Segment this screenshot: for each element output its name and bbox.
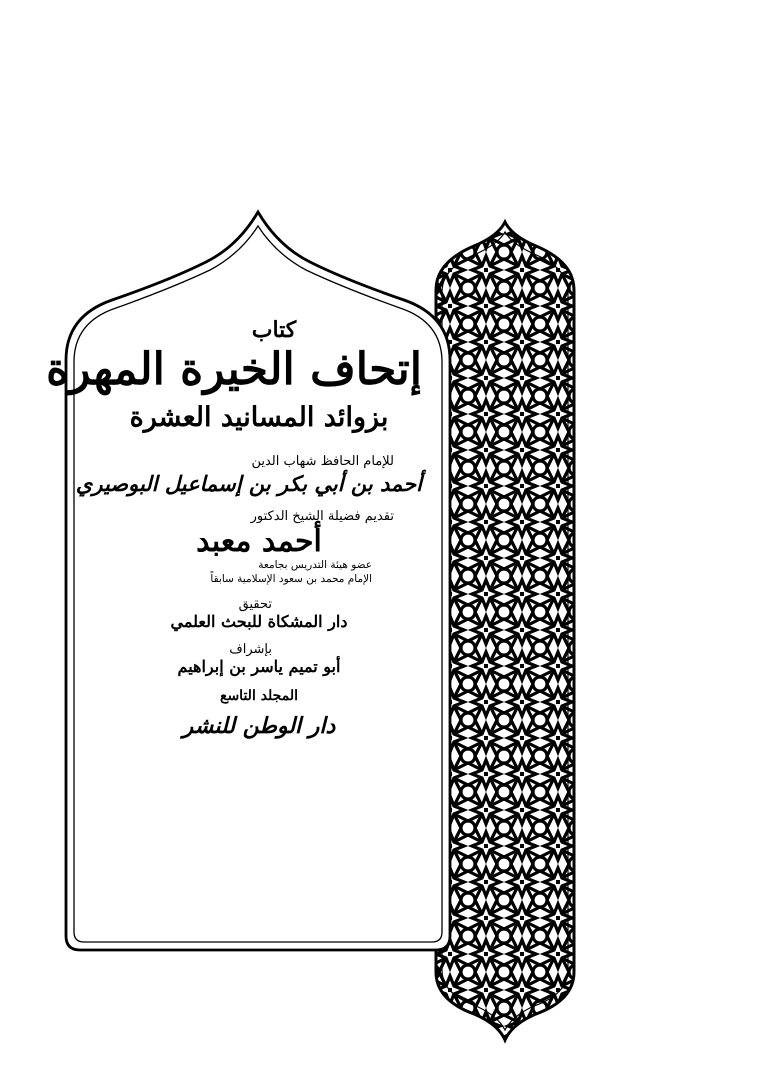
intro-affiliation-2: الإمام محمد بن سعود الإسلامية سابقاً xyxy=(210,572,372,585)
intro-affiliation-1: عضو هيئة التدريس بجامعة xyxy=(258,559,372,572)
author-label: للإمام الحافظ شهاب الدين xyxy=(251,453,394,469)
book-subtitle: بزوائد المسانيد العشرة xyxy=(129,401,389,433)
intro-label: تقديم فضيلة الشيخ الدكتور xyxy=(250,509,394,525)
pre-title: كتاب xyxy=(251,317,297,343)
publisher-name: دار الوطن للنشر xyxy=(182,713,336,740)
editor-name: دار المشكاة للبحث العلمي xyxy=(170,611,348,631)
supervision-label: بإشراف xyxy=(229,642,272,658)
author-name: أحمد بن أبي بكر بن إسماعيل البوصيري xyxy=(75,470,422,496)
patterned-band xyxy=(436,222,574,1040)
supervisor-name: أبو تميم ياسر بن إبراهيم xyxy=(177,656,341,676)
cover-text xyxy=(46,317,422,740)
book-title: إتحاف الخيرة المهرة xyxy=(46,344,422,396)
editing-label: تحقيق xyxy=(238,596,272,612)
volume-label: المجلد التاسع xyxy=(220,688,298,705)
intro-name: أحمد معبد xyxy=(196,523,322,559)
